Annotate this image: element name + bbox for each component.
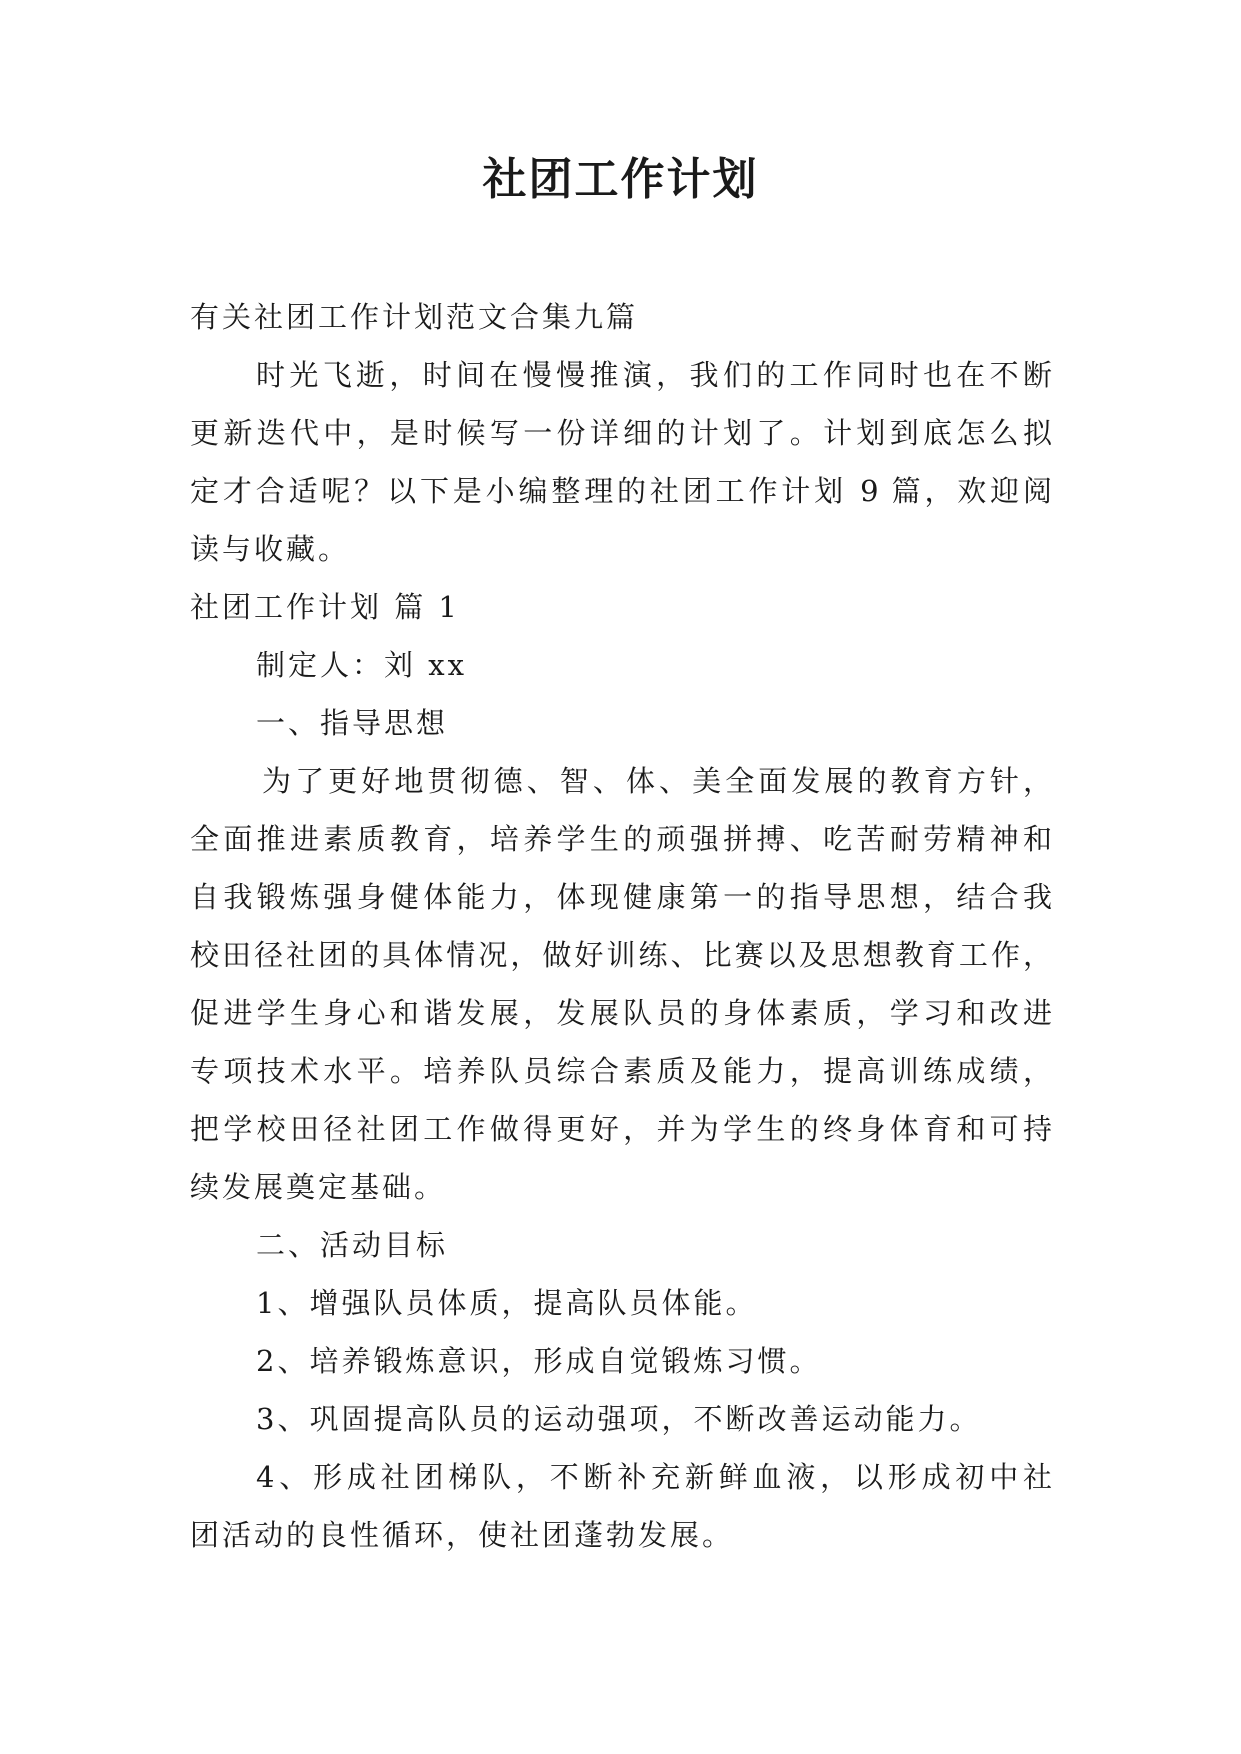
list-item: 3、巩固提高队员的运动强项，不断改善运动能力。	[256, 1402, 982, 1436]
list-item: 4、形成社团梯队，不断补充新鲜血液，以形成初中社	[256, 1460, 1052, 1494]
paragraph-line: 促进学生身心和谐发展，发展队员的身体素质，学习和改进	[190, 996, 1052, 1030]
paragraph-line: 专项技术水平。培养队员综合素质及能力，提高训练成绩，	[190, 1054, 1052, 1088]
paragraph-line: 续发展奠定基础。	[190, 1170, 447, 1204]
author-line: 制定人：刘 xx	[256, 648, 467, 682]
section-heading: 社团工作计划 篇 1	[190, 590, 460, 624]
paragraph-line: 校田径社团的具体情况，做好训练、比赛以及思想教育工作，	[190, 938, 1052, 972]
paragraph-line: 时光飞逝，时间在慢慢推演，我们的工作同时也在不断	[256, 358, 1052, 392]
paragraph-line: 为了更好地贯彻德、智、体、美全面发展的教育方针，	[262, 764, 1052, 798]
subtitle-line: 有关社团工作计划范文合集九篇	[190, 300, 639, 334]
paragraph-line: 把学校田径社团工作做得更好，并为学生的终身体育和可持	[190, 1112, 1052, 1146]
subheading: 一、指导思想	[256, 706, 449, 740]
list-item: 团活动的良性循环，使社团蓬勃发展。	[190, 1518, 735, 1552]
document-body	[190, 288, 1052, 1564]
subheading: 二、活动目标	[256, 1228, 449, 1262]
list-item: 2、培养锻炼意识，形成自觉锻炼习惯。	[256, 1344, 822, 1378]
paragraph-line: 读与收藏。	[190, 532, 351, 566]
document-title: 社团工作计划	[482, 154, 759, 205]
paragraph-line: 更新迭代中，是时候写一份详细的计划了。计划到底怎么拟	[190, 416, 1052, 450]
list-item: 1、增强队员体质，提高队员体能。	[256, 1286, 758, 1320]
paragraph-line: 定才合适呢？以下是小编整理的社团工作计划 9 篇，欢迎阅	[190, 474, 1052, 508]
paragraph-line: 全面推进素质教育，培养学生的顽强拼搏、吃苦耐劳精神和	[190, 822, 1052, 856]
paragraph-line: 自我锻炼强身健体能力，体现健康第一的指导思想，结合我	[190, 880, 1052, 914]
